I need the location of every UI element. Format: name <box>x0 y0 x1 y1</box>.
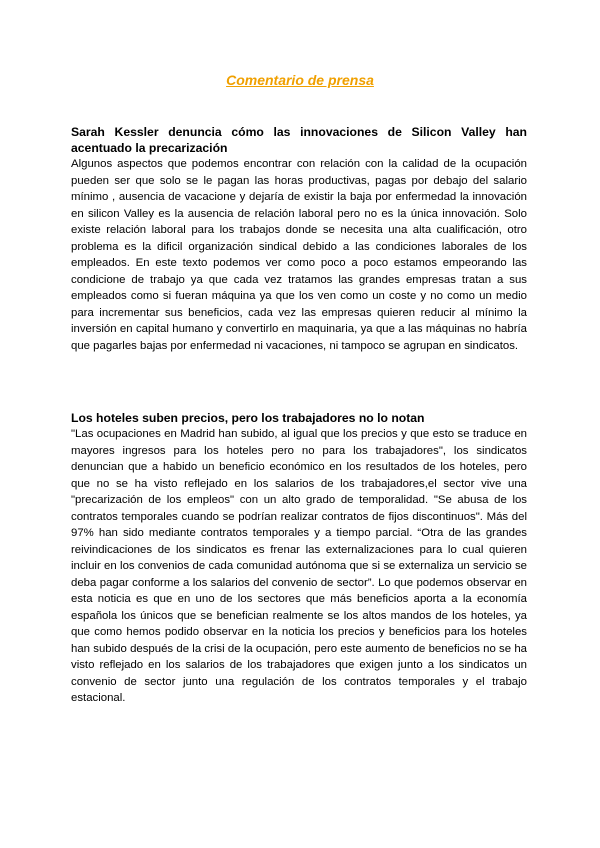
section-heading: Sarah Kessler denuncia cómo las innovaciones de Silicon Valley han acentuado la precarización <box>71 125 527 155</box>
section-body: "Las ocupaciones en Madrid han subido, al igual que los precios y que esto se traduce en mayores ingresos para los hoteles pero no para los trabajadores", los sindicatos denuncian que a habido un beneficio económico en los resultados de los hoteles, pero que no se ha visto reflejado en los salarios de los trabajadores,el sector vive una "precarización de los empleos" con un alto grado de temporalidad. "Se abusa de los contratos temporales cuando se podrían realizar contratos de fijos discontinuos". Más del 97% han sido mediante contratos temporales y a tiempo parcial. “Otra de las grandes reivindicaciones de los sindicatos es frenar las externalizaciones para lo cual quieren incluir en los convenios de cada comunidad autónoma que si se externaliza un servicio se deba pagar conforme a los salarios del convenio de sector”. Lo que podemos observar en esta noticia es que en uno de los sectores que más beneficios aporta a la economía española los únicos que se benefician realmente se los altos mandos de los hoteles, ya que como hemos podido observar en la noticia los precios y beneficios para los hoteles han subido después de la crisi de la ocupación, pero este aumento de beneficios no se ha visto reflejado en los salarios de los trabajadores que exigen junto a los sindicatos un convenio de sector junto una regulación de los contratos temporales y el trabajo estacional. <box>71 428 527 704</box>
article-section-hoteles <box>71 410 527 707</box>
article-section-kessler <box>71 124 527 354</box>
document-title: Comentario de prensa <box>226 72 374 88</box>
section-body: Algunos aspectos que podemos encontrar con relación con la calidad de la ocupación pueden ser que solo se le pagan las horas productivas, pagas por debajo del salario mínimo , ausencia de vacacione y dejaría de existir la baja por enfermedad la innovación en silicon Valley es la ausencia de relación laboral pero no es la única innovación. Solo existe relación laboral para los trabajos donde se necesita una alta cualificación, otro problema es la dificil organización sindical debido a las condiciones laborales de los empleados. En este texto podemos ver como poco a poco estamos empeorando las condicione de trabajo ya que cada vez tratamos las grandes empresas tratan a sus empleados como si fueran máquina ya que los ven como un coste y no como un medio para incrementar sus beneficios, cada vez las empresas quieren reducir al mínimo la inversión en capital humano y convertirlo en maquinaria, ya que a las máquinas no habría que pagarles bajas por enfermedad ni vacaciones, ni tampoco se agrupan en sindicatos. <box>71 158 527 352</box>
section-heading: Los hoteles suben precios, pero los trabajadores no lo notan <box>71 411 425 425</box>
